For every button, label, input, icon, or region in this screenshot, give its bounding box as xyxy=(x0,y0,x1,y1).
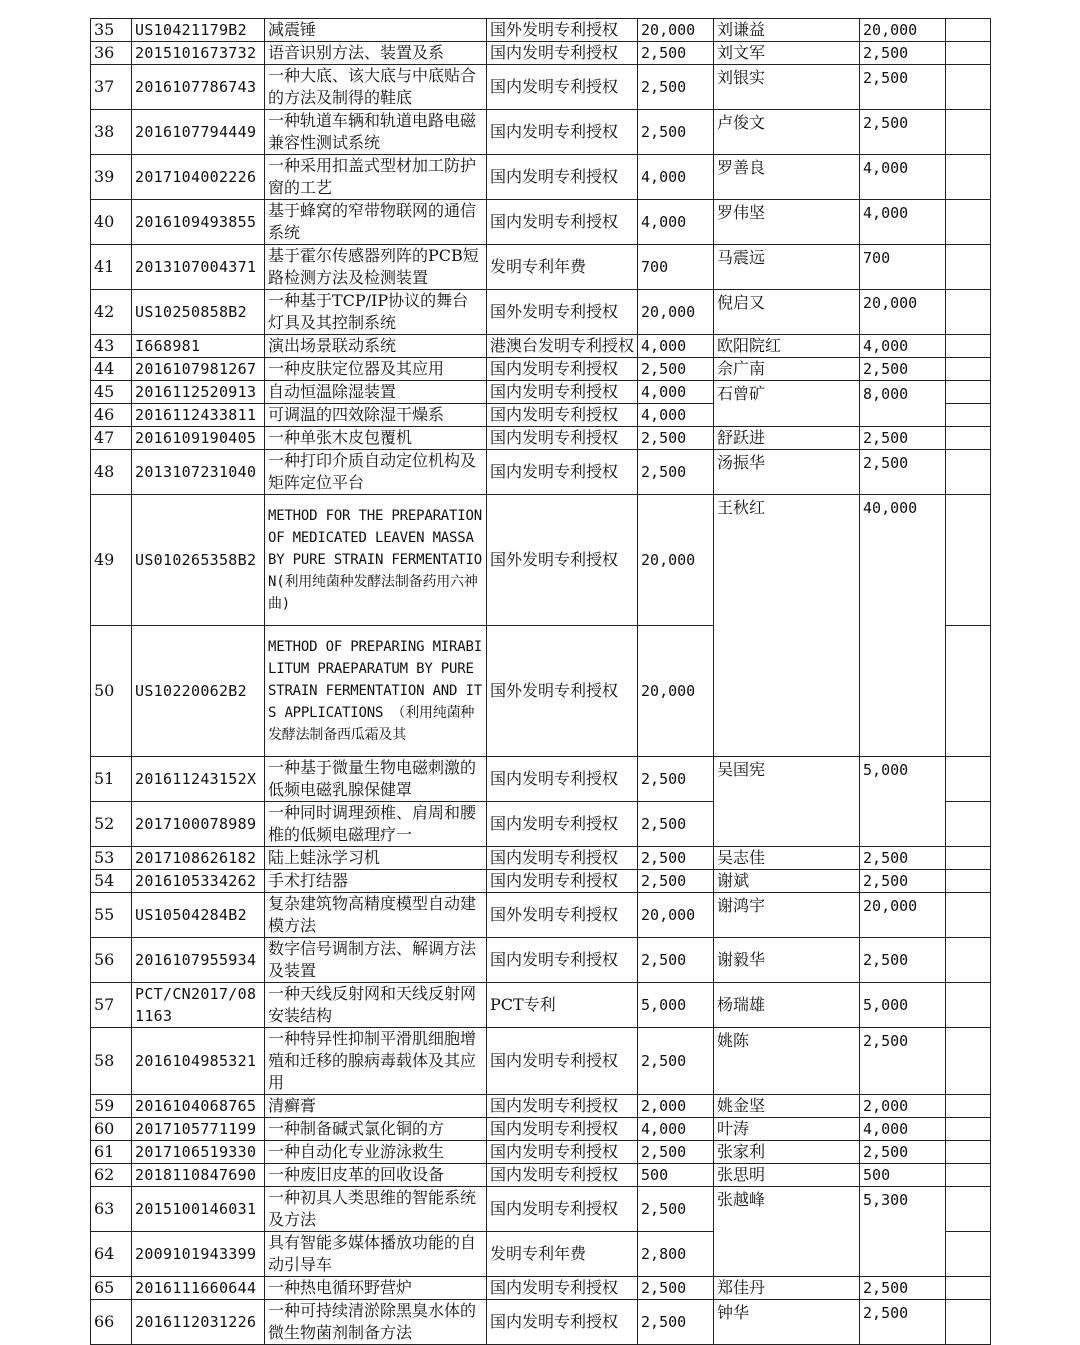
patent-type: 国外发明专利授权 xyxy=(487,626,638,757)
subsidy-amount: 2,500 xyxy=(638,870,714,893)
remark-cell xyxy=(946,495,991,626)
inventor-name: 刘银实 xyxy=(714,65,860,110)
remark-cell xyxy=(946,870,991,893)
application-number: 2016112433811 xyxy=(132,404,265,427)
row-number: 39 xyxy=(91,155,132,200)
subsidy-amount: 2,000 xyxy=(638,1095,714,1118)
patent-name: 一种打印介质自动定位机构及矩阵定位平台 xyxy=(265,450,487,495)
patent-type: 国外发明专利授权 xyxy=(487,290,638,335)
patent-type: 国内发明专利授权 xyxy=(487,847,638,870)
patent-name: METHOD OF PREPARING MIRABILITUM PRAEPARATUM BY PURE STRAIN FERMENTATION AND ITS APPLICATIONS （利用纯菌种发酵法制备西瓜霜及其 xyxy=(265,626,487,757)
inventor-total: 20,000 xyxy=(860,893,946,938)
row-number: 64 xyxy=(91,1232,132,1277)
inventor-total: 5,000 xyxy=(860,757,946,847)
subsidy-amount: 4,000 xyxy=(638,404,714,427)
application-number: 2016109190405 xyxy=(132,427,265,450)
remark-cell xyxy=(946,1232,991,1277)
inventor-name: 姚金坚 xyxy=(714,1095,860,1118)
application-number: 2016112520913 xyxy=(132,381,265,404)
remark-cell xyxy=(946,1300,991,1345)
inventor-name: 卢俊文 xyxy=(714,110,860,155)
remark-cell xyxy=(946,1028,991,1095)
inventor-name: 佘广南 xyxy=(714,358,860,381)
subsidy-amount: 2,500 xyxy=(638,110,714,155)
patent-type: 国内发明专利授权 xyxy=(487,1095,638,1118)
patent-type: 发明专利年费 xyxy=(487,245,638,290)
inventor-name: 张思明 xyxy=(714,1164,860,1187)
inventor-total: 4,000 xyxy=(860,200,946,245)
subsidy-amount: 4,000 xyxy=(638,200,714,245)
table-row xyxy=(91,19,991,42)
inventor-total: 4,000 xyxy=(860,335,946,358)
table-row xyxy=(91,1277,991,1300)
remark-cell xyxy=(946,847,991,870)
patent-name: 减震锤 xyxy=(265,19,487,42)
subsidy-amount: 500 xyxy=(638,1164,714,1187)
patent-type: 发明专利年费 xyxy=(487,1232,638,1277)
row-number: 66 xyxy=(91,1300,132,1345)
inventor-total: 8,000 xyxy=(860,381,946,427)
row-number: 36 xyxy=(91,42,132,65)
patent-name: 演出场景联动系统 xyxy=(265,335,487,358)
inventor-name: 谢鸿宇 xyxy=(714,893,860,938)
inventor-name: 吴志佳 xyxy=(714,847,860,870)
remark-cell xyxy=(946,450,991,495)
table-row xyxy=(91,495,991,626)
inventor-total: 4,000 xyxy=(860,155,946,200)
row-number: 43 xyxy=(91,335,132,358)
table-row xyxy=(91,450,991,495)
application-number: US10220062B2 xyxy=(132,626,265,757)
row-number: 46 xyxy=(91,404,132,427)
application-number: 2013107004371 xyxy=(132,245,265,290)
patent-name: 复杂建筑物高精度模型自动建模方法 xyxy=(265,893,487,938)
remark-cell xyxy=(946,245,991,290)
remark-cell xyxy=(946,358,991,381)
row-number: 51 xyxy=(91,757,132,802)
patent-name: 一种轨道车辆和轨道电路电磁兼容性测试系统 xyxy=(265,110,487,155)
inventor-name: 叶涛 xyxy=(714,1118,860,1141)
patent-type: 国内发明专利授权 xyxy=(487,870,638,893)
table-row xyxy=(91,427,991,450)
inventor-name: 谢斌 xyxy=(714,870,860,893)
application-number: 2016107981267 xyxy=(132,358,265,381)
inventor-name: 舒跃进 xyxy=(714,427,860,450)
subsidy-amount: 2,500 xyxy=(638,757,714,802)
patent-name: 一种基于微量生物电磁刺激的低频电磁乳腺保健罩 xyxy=(265,757,487,802)
application-number: 2016105334262 xyxy=(132,870,265,893)
subsidy-amount: 20,000 xyxy=(638,290,714,335)
patent-type: 国内发明专利授权 xyxy=(487,110,638,155)
application-number: 2016111660644 xyxy=(132,1277,265,1300)
patent-type: 国内发明专利授权 xyxy=(487,1141,638,1164)
inventor-total: 5,300 xyxy=(860,1187,946,1277)
patent-name: 自动恒温除湿装置 xyxy=(265,381,487,404)
subsidy-amount: 2,500 xyxy=(638,358,714,381)
inventor-total: 2,500 xyxy=(860,358,946,381)
table-row xyxy=(91,938,991,983)
remark-cell xyxy=(946,155,991,200)
table-row xyxy=(91,893,991,938)
subsidy-amount: 2,500 xyxy=(638,1187,714,1232)
remark-cell xyxy=(946,404,991,427)
subsidy-amount: 2,500 xyxy=(638,1141,714,1164)
table-row xyxy=(91,335,991,358)
inventor-total: 20,000 xyxy=(860,19,946,42)
subsidy-amount: 4,000 xyxy=(638,155,714,200)
application-number: US10250858B2 xyxy=(132,290,265,335)
patent-type: 国内发明专利授权 xyxy=(487,381,638,404)
table-row xyxy=(91,110,991,155)
application-number: 2017108626182 xyxy=(132,847,265,870)
patent-type: 国内发明专利授权 xyxy=(487,1187,638,1232)
application-number: 2016104985321 xyxy=(132,1028,265,1095)
inventor-total: 2,500 xyxy=(860,1141,946,1164)
inventor-total: 4,000 xyxy=(860,1118,946,1141)
patent-name: 一种大底、该大底与中底贴合的方法及制得的鞋底 xyxy=(265,65,487,110)
application-number: 2013107231040 xyxy=(132,450,265,495)
patent-type: 国内发明专利授权 xyxy=(487,1164,638,1187)
subsidy-amount: 20,000 xyxy=(638,19,714,42)
application-number: 2016107786743 xyxy=(132,65,265,110)
patent-name: 一种同时调理颈椎、肩周和腰椎的低频电磁理疗一 xyxy=(265,802,487,847)
row-number: 62 xyxy=(91,1164,132,1187)
inventor-name: 罗善良 xyxy=(714,155,860,200)
patent-type: 国外发明专利授权 xyxy=(487,893,638,938)
inventor-total: 5,000 xyxy=(860,983,946,1028)
inventor-name: 谢毅华 xyxy=(714,938,860,983)
row-number: 35 xyxy=(91,19,132,42)
patent-name: 一种单张木皮包覆机 xyxy=(265,427,487,450)
remark-cell xyxy=(946,381,991,404)
remark-cell xyxy=(946,335,991,358)
application-number: 2017104002226 xyxy=(132,155,265,200)
row-number: 42 xyxy=(91,290,132,335)
row-number: 44 xyxy=(91,358,132,381)
row-number: 50 xyxy=(91,626,132,757)
application-number: 2016104068765 xyxy=(132,1095,265,1118)
inventor-total: 700 xyxy=(860,245,946,290)
patent-name: 基于霍尔传感器列阵的PCB短路检测方法及检测装置 xyxy=(265,245,487,290)
patent-type: 国内发明专利授权 xyxy=(487,938,638,983)
table-row xyxy=(91,1187,991,1232)
subsidy-amount: 4,000 xyxy=(638,335,714,358)
inventor-total: 2,500 xyxy=(860,450,946,495)
inventor-total: 500 xyxy=(860,1164,946,1187)
patent-name: 一种可持续清淤除黑臭水体的微生物菌剂制备方法 xyxy=(265,1300,487,1345)
patent-type: 国内发明专利授权 xyxy=(487,427,638,450)
table-row xyxy=(91,42,991,65)
row-number: 58 xyxy=(91,1028,132,1095)
application-number: US10504284B2 xyxy=(132,893,265,938)
row-number: 41 xyxy=(91,245,132,290)
application-number: 2017106519330 xyxy=(132,1141,265,1164)
patent-type: 国内发明专利授权 xyxy=(487,802,638,847)
application-number: 2015100146031 xyxy=(132,1187,265,1232)
table-row xyxy=(91,65,991,110)
remark-cell xyxy=(946,1164,991,1187)
patent-type: 国内发明专利授权 xyxy=(487,1300,638,1345)
row-number: 56 xyxy=(91,938,132,983)
table-row xyxy=(91,1141,991,1164)
remark-cell xyxy=(946,1277,991,1300)
subsidy-amount: 700 xyxy=(638,245,714,290)
row-number: 59 xyxy=(91,1095,132,1118)
row-number: 63 xyxy=(91,1187,132,1232)
subsidy-amount: 2,500 xyxy=(638,427,714,450)
inventor-total: 2,500 xyxy=(860,1277,946,1300)
inventor-name: 张越峰 xyxy=(714,1187,860,1277)
patent-name: 一种采用扣盖式型材加工防护窗的工艺 xyxy=(265,155,487,200)
table-row xyxy=(91,1164,991,1187)
application-number: 2017100078989 xyxy=(132,802,265,847)
subsidy-amount: 2,500 xyxy=(638,450,714,495)
subsidy-amount: 2,500 xyxy=(638,938,714,983)
inventor-name: 姚陈 xyxy=(714,1028,860,1095)
remark-cell xyxy=(946,19,991,42)
patent-name: 陆上蛙泳学习机 xyxy=(265,847,487,870)
remark-cell xyxy=(946,757,991,802)
patent-name: METHOD FOR THE PREPARATION OF MEDICATED LEAVEN MASSA BY PURE STRAIN FERMENTATION(利用纯菌种发酵法制备药用六神曲) xyxy=(265,495,487,626)
table-row xyxy=(91,757,991,802)
remark-cell xyxy=(946,42,991,65)
remark-cell xyxy=(946,110,991,155)
patent-type: 国内发明专利授权 xyxy=(487,1028,638,1095)
subsidy-amount: 2,500 xyxy=(638,1277,714,1300)
patent-name: 清癣膏 xyxy=(265,1095,487,1118)
table-row xyxy=(91,1095,991,1118)
table-row xyxy=(91,381,991,404)
inventor-name: 张家利 xyxy=(714,1141,860,1164)
table-row xyxy=(91,200,991,245)
subsidy-amount: 2,500 xyxy=(638,802,714,847)
inventor-name: 马震远 xyxy=(714,245,860,290)
remark-cell xyxy=(946,1095,991,1118)
remark-cell xyxy=(946,938,991,983)
subsidy-amount: 2,500 xyxy=(638,42,714,65)
patent-name: 一种自动化专业游泳救生 xyxy=(265,1141,487,1164)
remark-cell xyxy=(946,983,991,1028)
inventor-name: 杨瑞雄 xyxy=(714,983,860,1028)
subsidy-amount: 2,500 xyxy=(638,1300,714,1345)
row-number: 52 xyxy=(91,802,132,847)
patent-type: 国内发明专利授权 xyxy=(487,404,638,427)
patent-name: 一种天线反射网和天线反射网安装结构 xyxy=(265,983,487,1028)
patent-name: 一种初具人类思维的智能系统及方法 xyxy=(265,1187,487,1232)
remark-cell xyxy=(946,200,991,245)
inventor-total: 2,500 xyxy=(860,1300,946,1345)
subsidy-amount: 4,000 xyxy=(638,381,714,404)
inventor-name: 欧阳院红 xyxy=(714,335,860,358)
inventor-total: 2,500 xyxy=(860,1028,946,1095)
row-number: 45 xyxy=(91,381,132,404)
application-number: 201611243152X xyxy=(132,757,265,802)
application-number: 2016112031226 xyxy=(132,1300,265,1345)
row-number: 54 xyxy=(91,870,132,893)
remark-cell xyxy=(946,290,991,335)
patent-type: 国内发明专利授权 xyxy=(487,1118,638,1141)
application-number: PCT/CN2017/081163 xyxy=(132,983,265,1028)
inventor-total: 2,500 xyxy=(860,110,946,155)
remark-cell xyxy=(946,802,991,847)
patent-type: 国内发明专利授权 xyxy=(487,42,638,65)
table-row xyxy=(91,1028,991,1095)
inventor-total: 2,500 xyxy=(860,65,946,110)
table-row xyxy=(91,1118,991,1141)
subsidy-amount: 20,000 xyxy=(638,893,714,938)
patent-subsidy-table xyxy=(90,18,991,1345)
inventor-total: 20,000 xyxy=(860,290,946,335)
patent-name: 一种废旧皮革的回收设备 xyxy=(265,1164,487,1187)
inventor-name: 罗伟坚 xyxy=(714,200,860,245)
table-row xyxy=(91,245,991,290)
remark-cell xyxy=(946,1118,991,1141)
table-row xyxy=(91,1300,991,1345)
patent-type: 国内发明专利授权 xyxy=(487,358,638,381)
subsidy-amount: 2,500 xyxy=(638,65,714,110)
application-number: US010265358B2 xyxy=(132,495,265,626)
row-number: 40 xyxy=(91,200,132,245)
subsidy-amount: 20,000 xyxy=(638,626,714,757)
inventor-total: 2,500 xyxy=(860,847,946,870)
patent-name: 可调温的四效除湿干燥系 xyxy=(265,404,487,427)
application-number: 2018110847690 xyxy=(132,1164,265,1187)
application-number: 2017105771199 xyxy=(132,1118,265,1141)
inventor-name: 刘谦益 xyxy=(714,19,860,42)
application-number: US10421179B2 xyxy=(132,19,265,42)
subsidy-amount: 5,000 xyxy=(638,983,714,1028)
inventor-name: 吴国宪 xyxy=(714,757,860,847)
patent-name: 基于蜂窝的窄带物联网的通信系统 xyxy=(265,200,487,245)
table-row xyxy=(91,358,991,381)
row-number: 65 xyxy=(91,1277,132,1300)
row-number: 49 xyxy=(91,495,132,626)
row-number: 55 xyxy=(91,893,132,938)
inventor-name: 汤振华 xyxy=(714,450,860,495)
patent-name: 具有智能多媒体播放功能的自动引导车 xyxy=(265,1232,487,1277)
remark-cell xyxy=(946,427,991,450)
row-number: 60 xyxy=(91,1118,132,1141)
patent-name: 一种皮肤定位器及其应用 xyxy=(265,358,487,381)
subsidy-amount: 2,500 xyxy=(638,847,714,870)
patent-name: 一种基于TCP/IP协议的舞台灯具及其控制系统 xyxy=(265,290,487,335)
subsidy-amount: 20,000 xyxy=(638,495,714,626)
remark-cell xyxy=(946,1187,991,1232)
subsidy-amount: 4,000 xyxy=(638,1118,714,1141)
inventor-total: 2,500 xyxy=(860,42,946,65)
inventor-total: 2,500 xyxy=(860,427,946,450)
inventor-total: 2,500 xyxy=(860,938,946,983)
subsidy-amount: 2,500 xyxy=(638,1028,714,1095)
row-number: 61 xyxy=(91,1141,132,1164)
patent-type: 国内发明专利授权 xyxy=(487,65,638,110)
patent-type: 国外发明专利授权 xyxy=(487,19,638,42)
patent-name: 一种热电循环野营炉 xyxy=(265,1277,487,1300)
patent-name: 数字信号调制方法、解调方法及装置 xyxy=(265,938,487,983)
inventor-name: 刘文军 xyxy=(714,42,860,65)
subsidy-amount: 2,800 xyxy=(638,1232,714,1277)
patent-name: 一种特异性抑制平滑肌细胞增殖和迁移的腺病毒载体及其应用 xyxy=(265,1028,487,1095)
inventor-name: 郑佳丹 xyxy=(714,1277,860,1300)
patent-type: 国内发明专利授权 xyxy=(487,200,638,245)
application-number: 2009101943399 xyxy=(132,1232,265,1277)
table-row xyxy=(91,870,991,893)
application-number: 2016107955934 xyxy=(132,938,265,983)
application-number: 2016107794449 xyxy=(132,110,265,155)
row-number: 57 xyxy=(91,983,132,1028)
inventor-name: 石曾矿 xyxy=(714,381,860,427)
table-row xyxy=(91,155,991,200)
patent-type: 国外发明专利授权 xyxy=(487,495,638,626)
row-number: 38 xyxy=(91,110,132,155)
inventor-total: 2,000 xyxy=(860,1095,946,1118)
row-number: 53 xyxy=(91,847,132,870)
application-number: 2015101673732 xyxy=(132,42,265,65)
remark-cell xyxy=(946,65,991,110)
table-row xyxy=(91,847,991,870)
patent-name: 语音识别方法、装置及系 xyxy=(265,42,487,65)
inventor-total: 2,500 xyxy=(860,870,946,893)
row-number: 48 xyxy=(91,450,132,495)
patent-name: 一种制备碱式氯化铜的方 xyxy=(265,1118,487,1141)
inventor-name: 倪启又 xyxy=(714,290,860,335)
patent-type: 国内发明专利授权 xyxy=(487,757,638,802)
patent-name: 手术打结器 xyxy=(265,870,487,893)
table-row xyxy=(91,290,991,335)
patent-type: 国内发明专利授权 xyxy=(487,1277,638,1300)
patent-type: 国内发明专利授权 xyxy=(487,450,638,495)
inventor-total: 40,000 xyxy=(860,495,946,757)
row-number: 37 xyxy=(91,65,132,110)
patent-type: 港澳台发明专利授权 xyxy=(487,335,638,358)
inventor-name: 王秋红 xyxy=(714,495,860,757)
inventor-name: 钟华 xyxy=(714,1300,860,1345)
patent-type: 国内发明专利授权 xyxy=(487,155,638,200)
remark-cell xyxy=(946,1141,991,1164)
remark-cell xyxy=(946,893,991,938)
application-number: 2016109493855 xyxy=(132,200,265,245)
row-number: 47 xyxy=(91,427,132,450)
remark-cell xyxy=(946,626,991,757)
table-row xyxy=(91,983,991,1028)
patent-type: PCT专利 xyxy=(487,983,638,1028)
application-number: I668981 xyxy=(132,335,265,358)
